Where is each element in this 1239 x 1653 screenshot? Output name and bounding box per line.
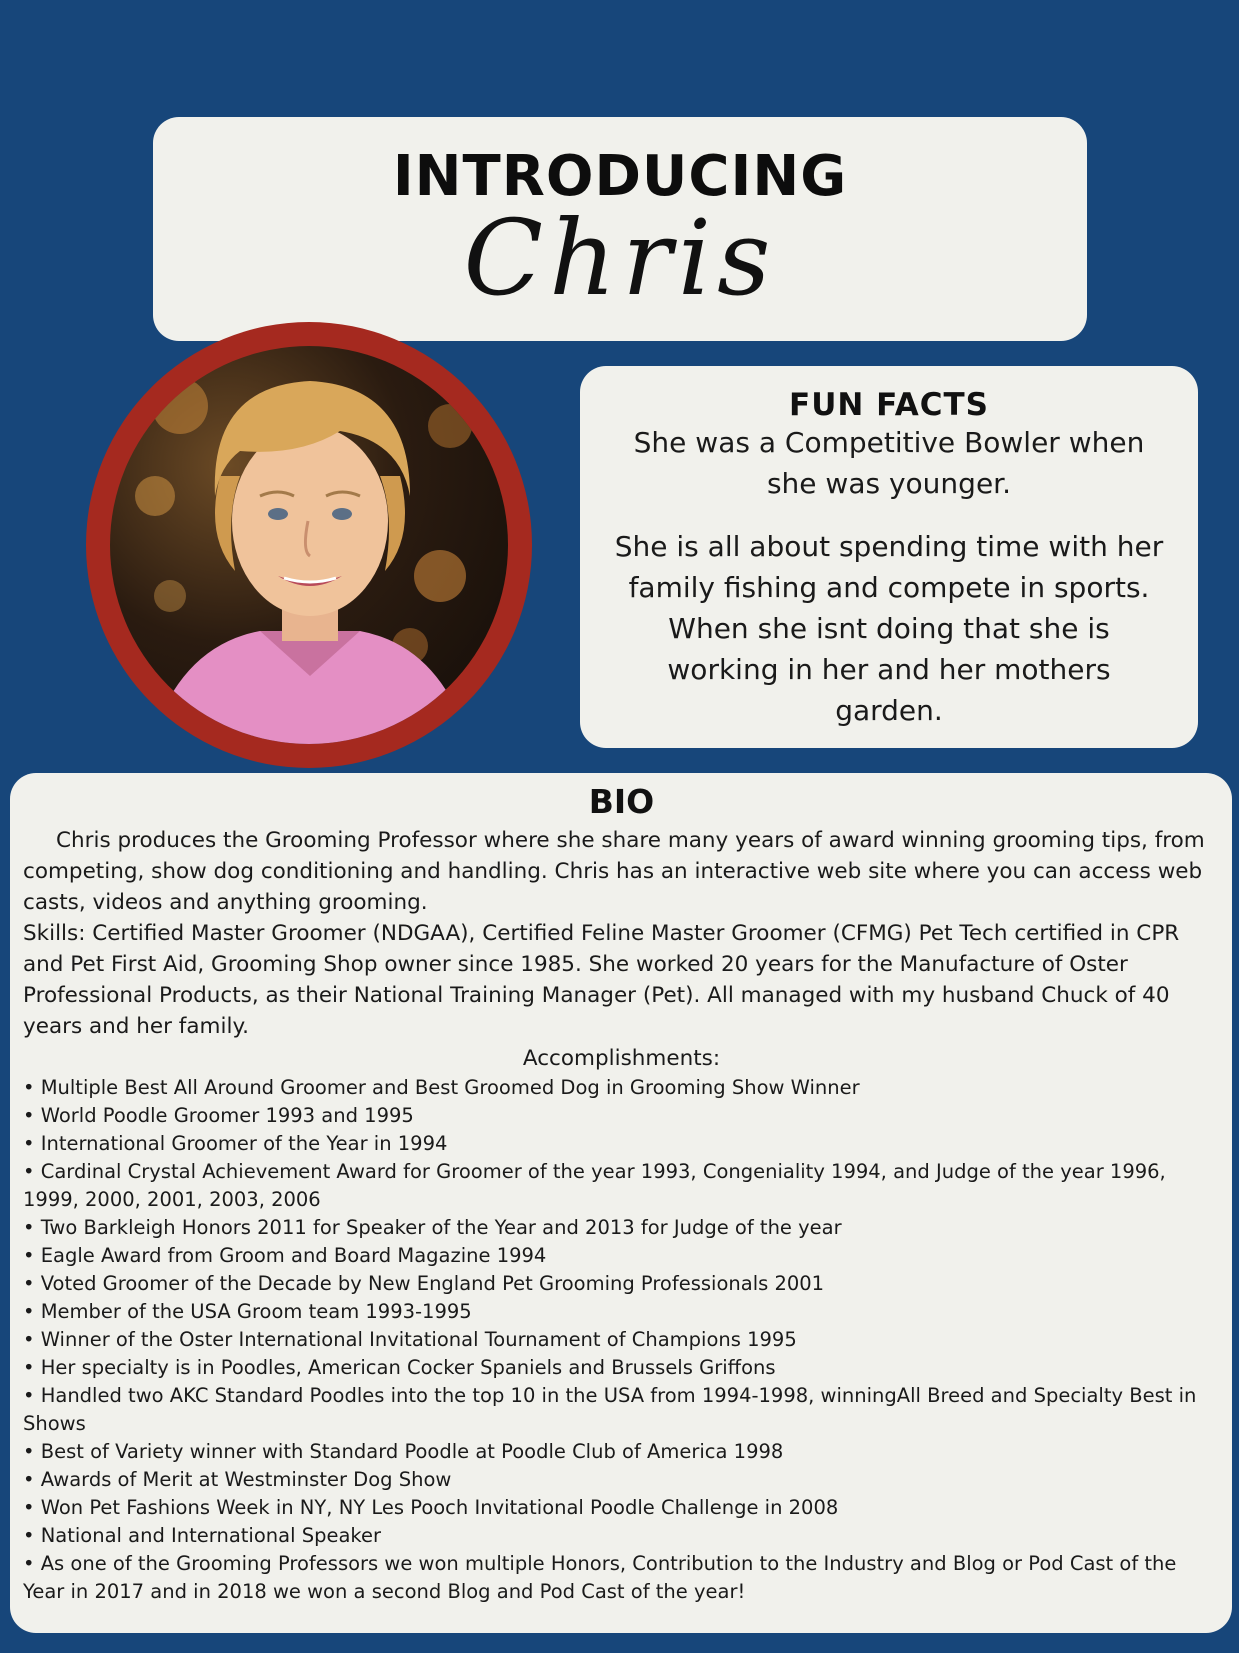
list-item: • Multiple Best All Around Groomer and Best Groomed Dog in Grooming Show Winner bbox=[23, 1074, 1220, 1102]
bio-paragraph: Chris produces the Grooming Professor where she share many years of award winning grooming tips, from competing, show dog conditioning and handling. Chris has an interactive web site where you can access web casts, videos and anything grooming. bbox=[23, 828, 1205, 915]
fun-facts-heading: FUN FACTS bbox=[789, 387, 989, 423]
list-item: • Awards of Merit at Westminster Dog Show bbox=[23, 1466, 1220, 1494]
portrait-illustration bbox=[110, 346, 508, 744]
list-item: • Eagle Award from Groom and Board Magazine 1994 bbox=[23, 1242, 1220, 1270]
intro-heading: INTRODUCING bbox=[392, 144, 848, 209]
title-card bbox=[153, 117, 1087, 341]
skills-paragraph: Skills: Certified Master Groomer (NDGAA), Certified Feline Master Groomer (CFMG) Pet Tech certified in CPR and Pet First Aid, Grooming Shop owner since 1985. She worked 20 years for the Manufacture of Oster Professional Products, as their National Training Manager (Pet). All managed with my husband Chuck of 40 years and her family. bbox=[23, 921, 1180, 1039]
list-item: • Handled two AKC Standard Poodles into the top 10 in the USA from 1994-1998, winningAll Breed and Specialty Best in Shows bbox=[23, 1382, 1220, 1438]
fun-fact: She is all about spending time with her family fishing and compete in sports. When she isnt doing that she is working in her and her mothers garden. bbox=[614, 530, 1164, 728]
list-item: • National and International Speaker bbox=[23, 1522, 1220, 1550]
list-item: • Cardinal Crystal Achievement Award for Groomer of the year 1993, Congeniality 1994, and Judge of the year 1996, 1999, 2000, 2001, 2003, 2006 bbox=[23, 1158, 1220, 1214]
list-item: • International Groomer of the Year in 1994 bbox=[23, 1130, 1220, 1158]
list-item: • Her specialty is in Poodles, American Cocker Spaniels and Brussels Griffons bbox=[23, 1354, 1220, 1382]
list-item: • Member of the USA Groom team 1993-1995 bbox=[23, 1298, 1220, 1326]
portrait-photo bbox=[110, 346, 508, 744]
fun-fact: She was a Competitive Bowler when she was younger. bbox=[633, 426, 1145, 501]
list-item: • World Poodle Groomer 1993 and 1995 bbox=[23, 1102, 1220, 1130]
bio-heading: BIO bbox=[588, 782, 655, 821]
list-item: • Won Pet Fashions Week in NY, NY Les Pooch Invitational Poodle Challenge in 2008 bbox=[23, 1494, 1220, 1522]
accomplishments-list bbox=[23, 1074, 1220, 1606]
list-item: • Winner of the Oster International Invitational Tournament of Champions 1995 bbox=[23, 1326, 1220, 1354]
list-item: • As one of the Grooming Professors we won multiple Honors, Contribution to the Industry and Blog or Pod Cast of the Year in 2017 and in 2018 we won a second Blog and Pod Cast of the year! bbox=[23, 1550, 1220, 1606]
accomplishments-heading: Accomplishments: bbox=[522, 1046, 721, 1071]
photo-frame bbox=[86, 322, 532, 768]
list-item: • Two Barkleigh Honors 2011 for Speaker of the Year and 2013 for Judge of the year bbox=[23, 1214, 1220, 1242]
name-script-heading: Chris bbox=[463, 197, 777, 319]
bio-card bbox=[10, 773, 1232, 1633]
fun-facts-card bbox=[580, 366, 1198, 748]
list-item: • Best of Variety winner with Standard Poodle at Poodle Club of America 1998 bbox=[23, 1438, 1220, 1466]
list-item: • Voted Groomer of the Decade by New England Pet Grooming Professionals 2001 bbox=[23, 1270, 1220, 1298]
